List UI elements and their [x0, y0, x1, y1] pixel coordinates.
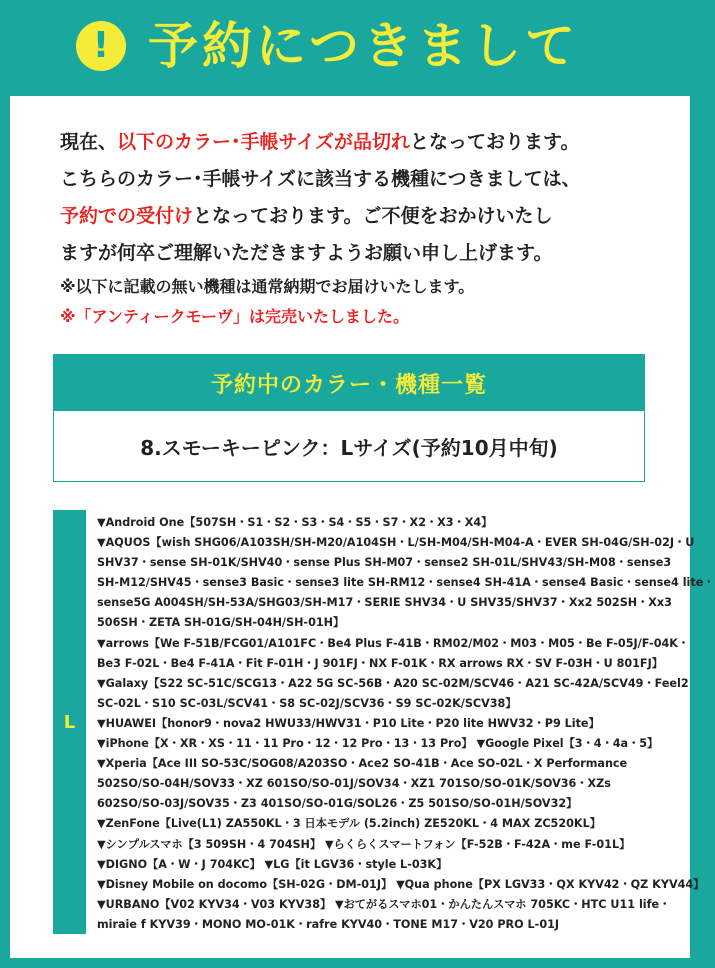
- model-line: ▼シンプルスマホ【3 509SH・4 704SH】 ▼らくらくスマートフォン【F-52B・F-42A・me F-01L】: [97, 837, 631, 851]
- model-line: ▼Galaxy【S22 SC-51C/SCG13・A22 5G SC-56B・A20 SC-02M/SCV46・A21 SC-42A/SCV49・Feel2: [97, 676, 689, 690]
- note-normal-delivery: ※以下に記載の無い機種は通常納期でお届けいたします。: [60, 277, 475, 296]
- notice-line-3-end: となっております。ご不便をおかけいたし: [193, 205, 553, 227]
- model-line: ▼Android One【507SH・S1・S2・S3・S4・S5・S7・X2・X3・X4】: [97, 516, 493, 529]
- notice-line-1-end: となっております。: [410, 131, 580, 153]
- model-line: ▼AQUOS【wish SHG06/A103SH/SH-M20/A104SH・L/SH-M04/SH-M04-A・EVER SH-04G/SH-02J・U: [97, 536, 695, 550]
- model-line: ▼ZenFone【Live(L1) ZA550KL・3 日本モデル (5.2inch) ZE520KL・4 MAX ZC520KL】: [97, 817, 601, 831]
- model-line: ▼Disney Mobile on docomo【SH-02G・DM-01J】 ▼Qua phone【PX LGV33・QX KYV42・QZ KYV44】: [97, 877, 705, 891]
- model-line: 506SH・ZETA SH-01G/SH-04H/SH-01H】: [97, 616, 345, 630]
- notice-line-1-start: 現在、: [60, 131, 118, 153]
- page-title: 予約につきまして: [148, 17, 579, 75]
- content-panel: [10, 96, 715, 958]
- model-line: ▼iPhone【X・XR・XS・11・11 Pro・12・12 Pro・13・13 Pro】 ▼Google Pixel【3・4・4a・5】: [97, 737, 659, 751]
- model-line: SC-02L・S10 SC-03L/SCV41・S8 SC-02J/SCV36・S9 SC-02K/SCV38】: [97, 696, 517, 710]
- model-line: 502SO/SO-04H/SOV33・XZ 601SO/SO-01J/SOV34・XZ1 701SO/SO-01K/SOV36・XZs: [97, 777, 611, 791]
- note-sold-out: ※「アンティークモーヴ」は完売いたしました。: [60, 307, 409, 326]
- model-line: ▼URBANO【V02 KYV34・V03 KYV38】 ▼おてがるスマホ01・かんたんスマホ 705KC・HTC U11 life・: [97, 897, 671, 911]
- model-line: miraie f KYV39・MONO MO-01K・rafre KYV40・TONE M17・V20 PRO L-01J: [97, 917, 560, 931]
- model-line: ▼arrows【We F-51B/FCG01/A101FC・Be4 Plus F-41B・RM02/M02・M03・M05・Be F-05J/F-04K・: [97, 636, 690, 650]
- size-l-section: [53, 510, 715, 934]
- reservation-item: 8.スモーキーピンク：Lサイズ(予約10月中旬): [140, 435, 558, 460]
- model-line: Be3 F-02L・Be4 F-41A・Fit F-01H・J 901FJ・NX F-01K・RX arrows RX・SV F-03H・U 801FJ】: [97, 656, 663, 670]
- model-line: SHV37・sense SH-01K/SHV40・sense Plus SH-M07・sense2 SH-01L/SHV43/SH-M08・sense3: [97, 556, 672, 570]
- model-line: 602SO/SO-03J/SOV35・Z3 401SO/SO-01G/SOL26・Z5 501SO/SO-01H/SOV32】: [97, 797, 578, 811]
- notice-line-4: ますが何卒ご理解いただきますようお願い申し上げます。: [60, 242, 553, 264]
- reservation-highlight: 予約での受付け: [60, 205, 194, 227]
- header-banner: [0, 0, 700, 96]
- size-label: L: [53, 510, 86, 934]
- reservation-list-box: [53, 354, 645, 482]
- compatible-models-list: [97, 513, 715, 935]
- notice-line-2: こちらのカラー･手帳サイズに該当する機種につきましては、: [60, 168, 581, 190]
- reservation-list-heading: 予約中のカラー・機種一覧: [54, 355, 644, 411]
- notice-line-1: [60, 124, 660, 161]
- exclamation-mark: !: [92, 25, 110, 66]
- model-line: sense5G A004SH/SH-53A/SHG03/SH-M17・SERIE SHV34・U SHV35/SHV37・Xx2 502SH・Xx3: [97, 596, 672, 610]
- model-line: ▼Xperia【Ace III SO-53C/SOG08/A203SO・Ace2 SO-41B・Ace SO-02L・X Performance: [97, 757, 628, 771]
- notice-line-3: [60, 198, 660, 235]
- model-line: ▼DIGNO【A・W・J 704KC】 ▼LG【it LGV36・style L-03K】: [97, 857, 448, 871]
- model-line: ▼HUAWEI【honor9・nova2 HWU33/HWV31・P10 Lite・P20 lite HWV32・P9 Lite】: [97, 716, 600, 730]
- model-line: SH-M12/SHV45・sense3 Basic・sense3 lite SH-RM12・sense4 SH-41A・sense4 Basic・sense4 lite・: [97, 576, 715, 590]
- sold-out-highlight: 以下のカラー･手帳サイズが品切れ: [117, 131, 410, 153]
- exclamation-icon: [76, 21, 126, 71]
- notice-text: [60, 124, 660, 332]
